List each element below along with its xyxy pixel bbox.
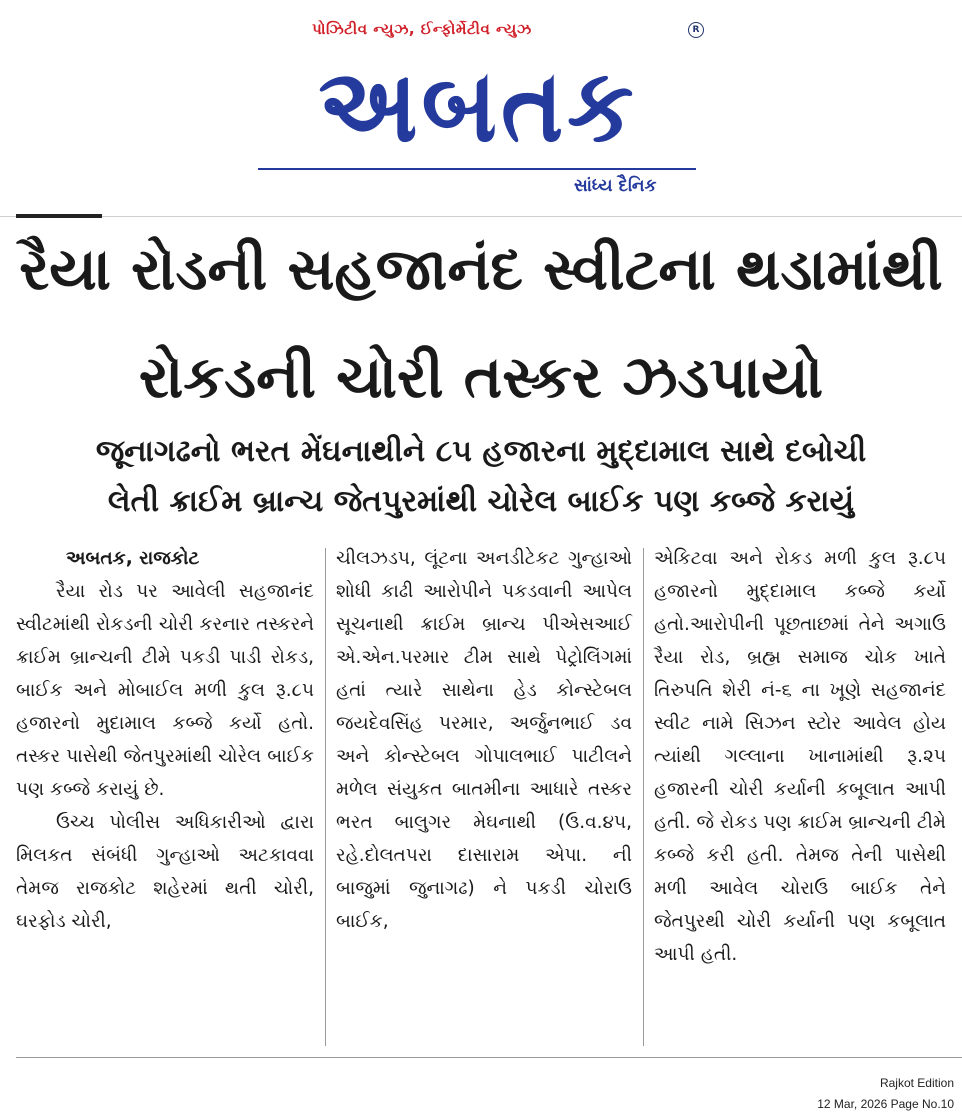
paragraph	[16, 806, 314, 938]
paragraph-text: ઉચ્ચ પોલીસ અધિકારીઓ દ્વારા મિલકત સંબંધી ગુન્હાઓ અટકાવવા તેમજ રાજકોટ શહેરમાં થતી ચોરી, ઘરફોડ ચોરી,	[16, 812, 314, 932]
article-column-1	[16, 542, 314, 938]
masthead	[0, 0, 962, 215]
newspaper-logo: અબતક	[318, 47, 638, 166]
masthead-tagline: પોઝિટીવ ન્યુઝ, ઈન્ફોર્મેટીવ ન્યુઝ	[312, 20, 532, 38]
headline-line-2: રોકડની ચોરી તસ્કર ઝડપાયો	[138, 343, 824, 411]
logo-underline	[258, 168, 696, 170]
section-tab-marker	[16, 214, 102, 218]
edition-info	[817, 1073, 954, 1115]
paragraph-text: રૈયા રોડ પર આવેલી સહજાનંદ સ્વીટમાંથી રોકડની ચોરી કરનાર તસ્કરને ક્રાઈમ બ્રાન્ચની ટીમે પકડી પાડી રોકડ, બાઈક અને મોબાઈલ મળી કુલ રૂ.૮૫ હજારનો મુદામાલ કબ્જે કર્યો હતો. તસ્કર પાસેથી જેતપુરમાંથી ચોરેલ બાઈક પણ કબ્જે કરાયું છે.	[16, 581, 314, 800]
registered-mark-icon: R	[688, 22, 704, 38]
paragraph-text: ચીલઝડપ, લૂંટના અનડીટેકટ ગુન્હાઓ શોધી કાઢી આરોપીને પકડવાની આપેલ સૂચનાથી ક્રાઈમ બ્રાન્ચ પીએસઆઈ એ.એન.પરમાર ટીમ સાથે પેટ્રોલિંગમાં હતાં ત્યારે સાથેના હેડ કોન્સ્ટેબલ જયદેવસિંહ પરમાર, અર્જુનભાઈ ડવ અને કોન્સ્ટેબલ ગોપાલભાઈ પાટીલને મળેલ સંયુકત બાતમીના આધારે તસ્કર ભરત બાલુગર મેઘનાથી (ઉ.વ.૪૫, રહે.દોલતપરા દાસારામ એપા. ની બાજુમાં જુનાગઢ) ને પકડી ચોરાઉ બાઈક,	[336, 548, 632, 932]
paragraph	[16, 575, 314, 806]
subheadline-line-1: જૂનાગઢનો ભરત મેંઘનાથીને ૮૫ હજારના મુદ્દામાલ સાથે દબોચી	[95, 434, 867, 469]
edition-name: Rajkot Edition	[879, 1076, 954, 1090]
masthead-subtitle: સાંધ્ય દૈનિક	[574, 176, 657, 196]
paragraph-text: એકિટવા અને રોકડ મળી કુલ રૂ.૮૫ હજારનો મુદ્દામાલ કબ્જે કર્યો હતો.આરોપીની પૂછતાછમાં તેને અગાઉ રૈયા રોડ, બ્રહ્મ સમાજ ચોક ખાતે તિરુપતિ શેરી નં-૬ ના ખૂણે સહજાનંદ સ્વીટ નામે સિઝન સ્ટોર આવેલ હોય ત્યાંથી ગલ્લાના ખાનામાંથી રૂ.૨૫ હજારની ચોરી કર્યાની કબૂલાત આપી હતી. જે રોકડ પણ ક્રાઈમ બ્રાન્ચની ટીમે કબ્જે કરી હતી. તેમજ તેની પાસેથી મળી આવેલ ચોરાઉ બાઈક તેને જેતપુરથી ચોરી કર્યાની પણ કબૂલાત આપી હતી.	[654, 548, 946, 965]
footer-divider	[16, 1057, 962, 1058]
headline-line-1: રૈયા રોડની સહજાનંદ સ્વીટના થડામાંથી	[19, 235, 943, 303]
edition-date-page: 12 Mar, 2026 Page No.10	[817, 1097, 954, 1111]
article-column-3	[654, 542, 946, 971]
article-column-2	[336, 542, 632, 938]
column-divider	[325, 548, 326, 1046]
subheadline-line-2: લેતી ક્રાઈમ બ્રાન્ચ જેતપુરમાંથી ચોરેલ બાઈક પણ કબ્જે કરાયું	[107, 484, 855, 519]
header-divider	[0, 216, 962, 217]
column-divider	[643, 548, 644, 1046]
dateline: અબતક, રાજકોટ	[66, 548, 200, 569]
